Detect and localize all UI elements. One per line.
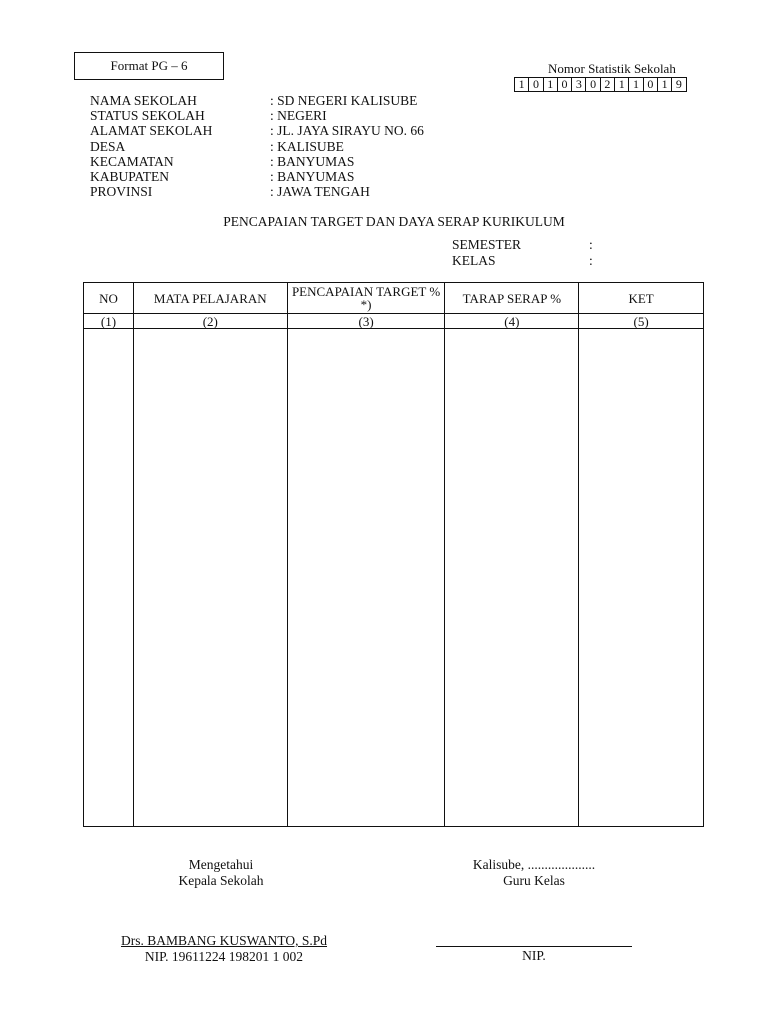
header-pencapaian-target: PENCAPAIAN TARGET % *) bbox=[287, 283, 445, 314]
nss-digit-boxes bbox=[514, 77, 687, 92]
table-header-row bbox=[84, 283, 704, 314]
signature-right-line2: Guru Kelas bbox=[503, 873, 565, 888]
signature-left-line2: Kepala Sekolah bbox=[178, 873, 264, 888]
nss-digit: 1 bbox=[629, 77, 643, 92]
info-value: : JL. JAYA SIRAYU NO. 66 bbox=[270, 123, 424, 139]
info-value: : SD NEGERI KALISUBE bbox=[270, 93, 418, 108]
table-number-row bbox=[84, 314, 704, 329]
info-label: DESA bbox=[90, 138, 126, 154]
semester-class-info bbox=[452, 237, 593, 268]
signature-blank-line bbox=[436, 932, 632, 947]
column-number: (1) bbox=[84, 314, 134, 329]
info-label: KECAMATAN bbox=[90, 153, 174, 169]
table-cell bbox=[445, 329, 579, 827]
info-row-kecamatan bbox=[90, 154, 424, 169]
info-label: NAMA SEKOLAH bbox=[90, 93, 197, 108]
principal-name: Drs. BAMBANG KUSWANTO, S.Pd bbox=[120, 933, 328, 948]
nss-digit: 9 bbox=[672, 77, 686, 92]
info-value: : NEGERI bbox=[270, 108, 327, 124]
table-cell bbox=[579, 329, 704, 827]
info-label: KABUPATEN bbox=[90, 169, 170, 185]
info-label: ALAMAT SEKOLAH bbox=[90, 123, 213, 139]
info-row-provinsi bbox=[90, 184, 424, 199]
info-label: STATUS SEKOLAH bbox=[90, 108, 205, 124]
column-number: (4) bbox=[445, 314, 579, 329]
principal-nip: NIP. 19611224 198201 1 002 bbox=[144, 949, 304, 964]
info-value: : JAWA TENGAH bbox=[270, 184, 370, 200]
school-info bbox=[90, 93, 424, 199]
meta-label: KELAS bbox=[452, 252, 496, 268]
table-cell bbox=[84, 329, 134, 827]
nss-digit: 0 bbox=[529, 77, 543, 92]
table-cell bbox=[287, 329, 445, 827]
info-row-alamat-sekolah bbox=[90, 123, 424, 138]
info-row-nama-sekolah bbox=[90, 93, 424, 108]
nss-digit: 3 bbox=[572, 77, 586, 92]
nss-digit: 1 bbox=[615, 77, 629, 92]
meta-value: : bbox=[589, 252, 593, 268]
teacher-name-line bbox=[436, 932, 632, 947]
document-title: PENCAPAIAN TARGET DAN DAYA SERAP KURIKULUM bbox=[223, 214, 565, 229]
header-tarap-serap: TARAP SERAP % bbox=[445, 283, 579, 314]
signature-left-block bbox=[96, 933, 352, 965]
column-number: (3) bbox=[287, 314, 445, 329]
curriculum-table bbox=[83, 282, 704, 827]
meta-row-semester bbox=[452, 237, 593, 253]
table-cell bbox=[133, 329, 287, 827]
meta-value: : bbox=[589, 237, 593, 252]
signature-right-heading bbox=[446, 857, 622, 889]
teacher-nip: NIP. bbox=[522, 948, 546, 963]
nss-digit: 0 bbox=[586, 77, 600, 92]
format-label: Format PG – 6 bbox=[110, 58, 188, 73]
column-number: (2) bbox=[133, 314, 287, 329]
header-ket: KET bbox=[579, 283, 704, 314]
nss-digit: 1 bbox=[544, 77, 558, 92]
meta-row-kelas bbox=[452, 253, 593, 269]
nss-digit: 0 bbox=[558, 77, 572, 92]
table-body-row bbox=[84, 329, 704, 827]
info-row-kabupaten bbox=[90, 169, 424, 184]
format-label-box bbox=[74, 52, 224, 80]
info-label: PROVINSI bbox=[90, 184, 153, 200]
nss-digit: 1 bbox=[658, 77, 672, 92]
nss-digit: 2 bbox=[601, 77, 615, 92]
nss-label: Nomor Statistik Sekolah bbox=[548, 61, 676, 76]
info-value: : KALISUBE bbox=[270, 138, 344, 154]
signature-left-line1: Mengetahui bbox=[188, 857, 254, 872]
signature-right-line1: Kalisube, .................... bbox=[472, 857, 596, 872]
info-row-desa bbox=[90, 139, 424, 154]
info-value: : BANYUMAS bbox=[270, 153, 355, 169]
signature-left-heading bbox=[146, 857, 296, 889]
nss-digit: 1 bbox=[515, 77, 529, 92]
column-number: (5) bbox=[579, 314, 704, 329]
meta-label: SEMESTER bbox=[452, 237, 522, 252]
info-value: : BANYUMAS bbox=[270, 169, 355, 185]
header-mata-pelajaran: MATA PELAJARAN bbox=[133, 283, 287, 314]
info-row-status-sekolah bbox=[90, 108, 424, 123]
header-no: NO bbox=[84, 283, 134, 314]
nss-digit: 0 bbox=[644, 77, 658, 92]
